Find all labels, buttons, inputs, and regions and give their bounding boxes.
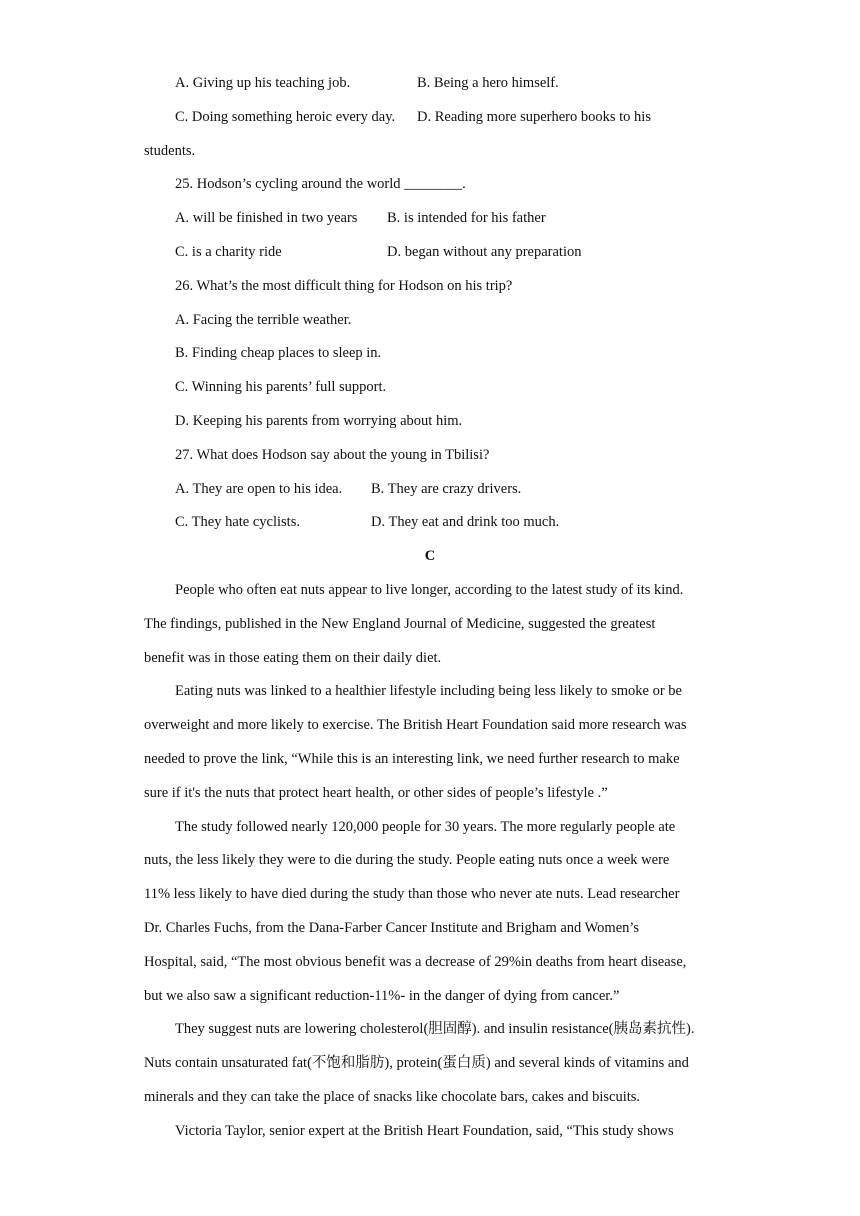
q27-option-a: A. They are open to his idea. <box>175 481 343 497</box>
section-heading: C <box>424 548 436 564</box>
q24-option-b: B. Being a hero himself. <box>417 75 559 91</box>
q25-stem: 25. Hodson’s cycling around the world ________. <box>175 176 466 192</box>
q27-option-b: B. They are crazy drivers. <box>371 481 522 497</box>
q26-option-c: C. Winning his parents’ full support. <box>175 379 387 395</box>
q26-option-d: D. Keeping his parents from worrying about him. <box>175 413 463 429</box>
q24-option-d: D. Reading more superhero books to his <box>417 109 651 125</box>
paragraph-2-line-3: needed to prove the link, “While this is an interesting link, we need further research to make <box>144 751 680 767</box>
paragraph-3-line-4: Dr. Charles Fuchs, from the Dana-Farber Cancer Institute and Brigham and Women’s <box>144 920 640 936</box>
paragraph-2-line-4: sure if it's the nuts that protect heart health, or other sides of people’s lifestyle .” <box>144 785 608 801</box>
q26-option-b: B. Finding cheap places to sleep in. <box>175 345 382 361</box>
paragraph-4-line-2: Nuts contain unsaturated fat(不饱和脂肪), protein(蛋白质) and several kinds of vitamins and <box>144 1055 689 1071</box>
q24-option-c: C. Doing something heroic every day. <box>175 109 396 125</box>
q26-stem: 26. What’s the most difficult thing for Hodson on his trip? <box>175 278 513 294</box>
paragraph-5-line-1: Victoria Taylor, senior expert at the British Heart Foundation, said, “This study shows <box>175 1123 674 1139</box>
paragraph-1-line-3: benefit was in those eating them on their daily diet. <box>144 650 442 666</box>
paragraph-3-line-6: but we also saw a significant reduction-11%- in the danger of dying from cancer.” <box>144 988 620 1004</box>
paragraph-3-line-5: Hospital, said, “The most obvious benefit was a decrease of 29%in deaths from heart disease, <box>144 954 687 970</box>
paragraph-2-line-2: overweight and more likely to exercise. The British Heart Foundation said more research was <box>144 717 687 733</box>
q25-option-c: C. is a charity ride <box>175 244 282 260</box>
paragraph-3-line-1: The study followed nearly 120,000 people for 30 years. The more regularly people ate <box>175 819 676 835</box>
paragraph-4-line-3: minerals and they can take the place of snacks like chocolate bars, cakes and biscuits. <box>144 1089 641 1105</box>
q27-stem: 27. What does Hodson say about the young in Tbilisi? <box>175 447 490 463</box>
q25-option-b: B. is intended for his father <box>387 210 546 226</box>
paragraph-1-line-2: The findings, published in the New England Journal of Medicine, suggested the greatest <box>144 616 656 632</box>
q25-option-a: A. will be finished in two years <box>175 210 358 226</box>
paragraph-2-line-1: Eating nuts was linked to a healthier lifestyle including being less likely to smoke or be <box>175 683 682 699</box>
q24-option-a: A. Giving up his teaching job. <box>175 75 351 91</box>
paragraph-4-line-1: They suggest nuts are lowering cholesterol(胆固醇). and insulin resistance(胰岛素抗性). <box>175 1021 695 1037</box>
paragraph-3-line-2: nuts, the less likely they were to die during the study. People eating nuts once a week were <box>144 852 670 868</box>
paragraph-3-line-3: 11% less likely to have died during the study than those who never ate nuts. Lead researcher <box>144 886 680 902</box>
q26-option-a: A. Facing the terrible weather. <box>175 312 352 328</box>
q25-option-d: D. began without any preparation <box>387 244 582 260</box>
paragraph-1-line-1: People who often eat nuts appear to live longer, according to the latest study of its kind. <box>175 582 684 598</box>
q24-option-d-continued: students. <box>144 143 196 159</box>
q27-option-d: D. They eat and drink too much. <box>371 514 560 530</box>
q27-option-c: C. They hate cyclists. <box>175 514 300 530</box>
